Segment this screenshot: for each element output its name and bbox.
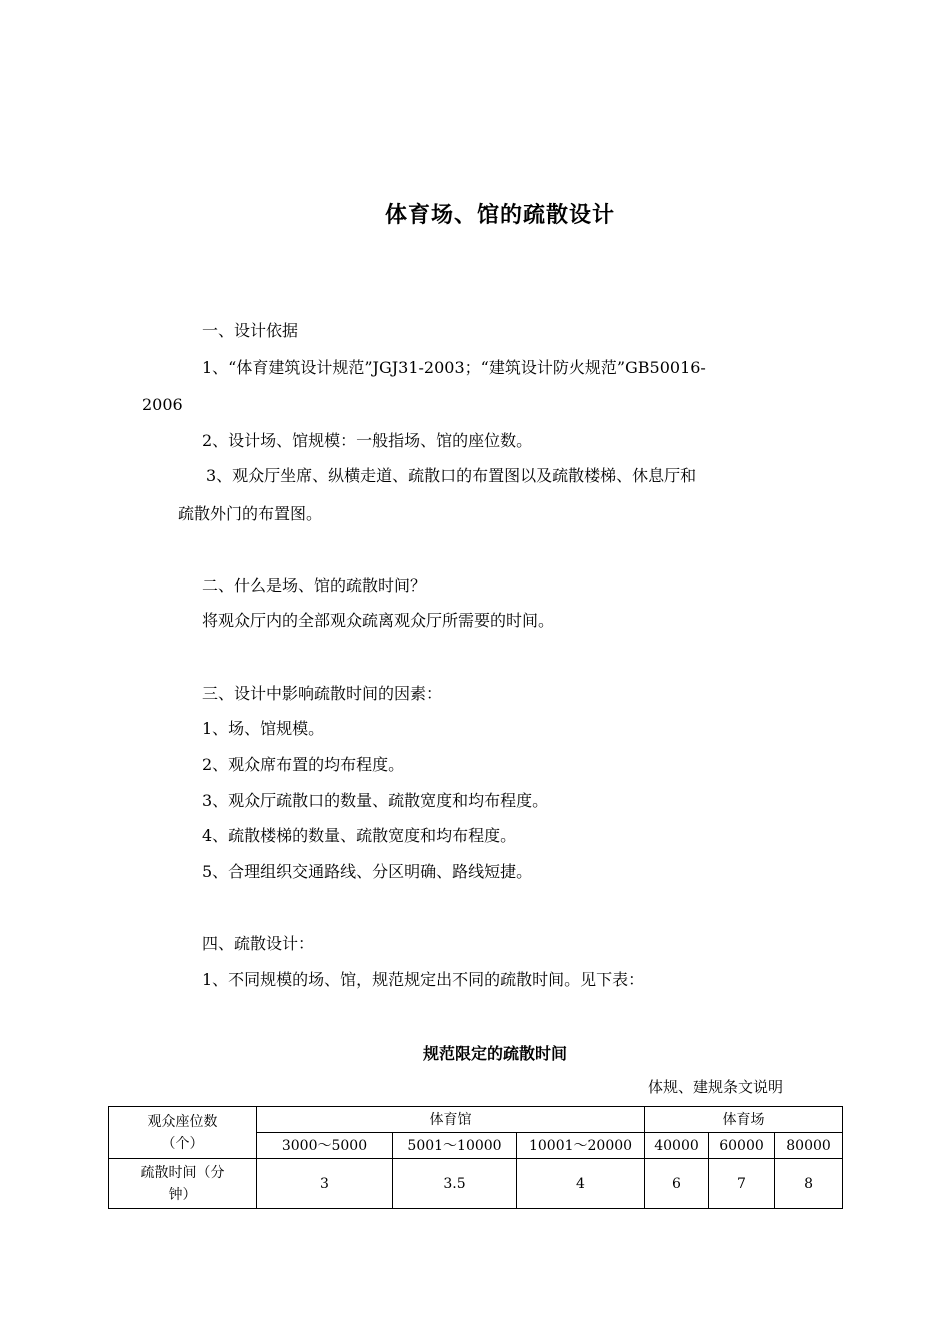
section-3-item-1: 1、场、馆规模。	[202, 719, 325, 738]
seat-range-cell: 3000～5000	[257, 1133, 393, 1159]
time-value-cell: 3	[257, 1159, 393, 1209]
section-2-heading: 二、什么是场、馆的疏散时间？	[202, 576, 427, 595]
section-4-item-1: 1、不同规模的场、馆，规范规定出不同的疏散时间。见下表：	[202, 970, 645, 989]
section-3-item-5: 5、合理组织交通路线、分区明确、路线短捷。	[202, 862, 533, 881]
seat-range-cell: 5001～10000	[393, 1133, 517, 1159]
seat-range-cell: 60000	[709, 1133, 775, 1159]
section-1-item-2: 2、设计场、馆规模：一般指场、馆的座位数。	[202, 431, 533, 450]
evacuation-time-table	[108, 1106, 843, 1209]
section-3-item-4: 4、疏散楼梯的数量、疏散宽度和均布程度。	[202, 826, 517, 845]
time-value-cell: 4	[517, 1159, 645, 1209]
section-3-heading: 三、设计中影响疏散时间的因素：	[202, 684, 443, 703]
table-note: 体规、建规条文说明	[648, 1078, 784, 1096]
time-header-line-1: 疏散时间（分	[140, 1164, 225, 1181]
seats-header-line-1: 观众座位数	[147, 1113, 218, 1130]
seat-range-cell: 10001～20000	[517, 1133, 645, 1159]
time-value-cell: 6	[645, 1159, 709, 1209]
section-3-item-2: 2、观众席布置的均布程度。	[202, 755, 405, 774]
seats-header-line-2: （个）	[161, 1135, 204, 1152]
section-4-heading: 四、疏散设计：	[202, 934, 315, 953]
section-3-item-3: 3、观众厅疏散口的数量、疏散宽度和均布程度。	[202, 791, 549, 810]
section-1-item-1: 1、“体育建筑设计规范”JGJ31-2003；“建筑设计防火规范”GB50016-	[202, 358, 706, 377]
time-row-header	[109, 1159, 257, 1209]
time-value-cell: 7	[709, 1159, 775, 1209]
stadium-group-header: 体育场	[645, 1107, 843, 1133]
seats-row-header	[109, 1107, 257, 1159]
table-caption: 规范限定的疏散时间	[422, 1044, 567, 1063]
time-header-line-2: 钟）	[168, 1186, 197, 1203]
time-value-cell: 3.5	[393, 1159, 517, 1209]
seat-range-cell: 40000	[645, 1133, 709, 1159]
section-1-item-3-continued: 疏散外门的布置图。	[178, 504, 323, 523]
section-1-heading: 一、设计依据	[202, 321, 299, 340]
section-1-item-1-continued: 2006	[142, 395, 183, 414]
section-2-text: 将观众厅内的全部观众疏离观众厅所需要的时间。	[202, 611, 555, 630]
gym-group-header: 体育馆	[257, 1107, 645, 1133]
section-1-item-3: 3、观众厅坐席、纵横走道、疏散口的布置图以及疏散楼梯、休息厅和	[206, 466, 697, 485]
seat-range-cell: 80000	[775, 1133, 843, 1159]
page-title: 体育场、馆的疏散设计	[384, 203, 615, 228]
time-value-cell: 8	[775, 1159, 843, 1209]
